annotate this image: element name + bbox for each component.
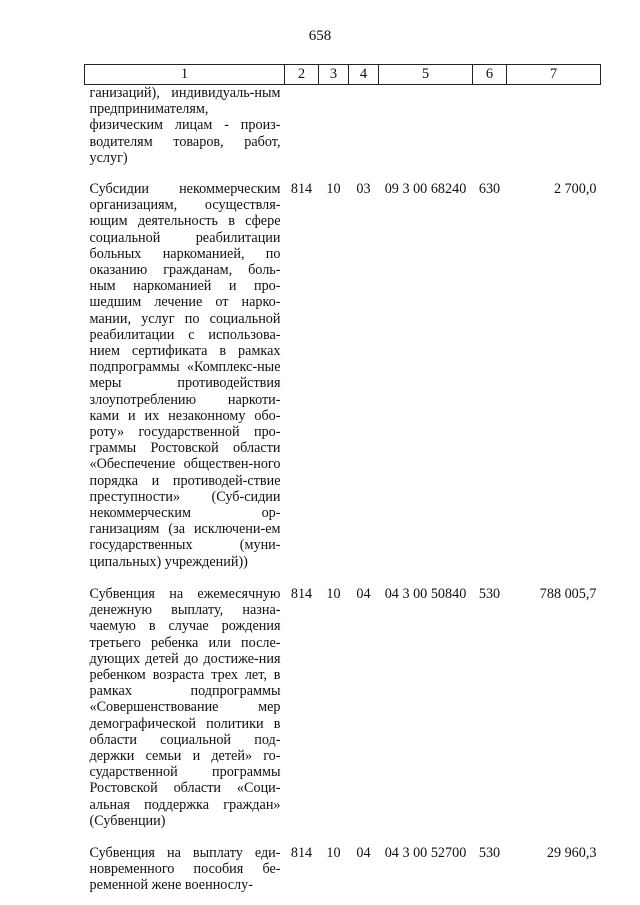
column-header-3: 3	[319, 65, 349, 85]
row-ministry-code: 814	[290, 181, 313, 198]
row-ministry-code: 814	[290, 844, 313, 861]
row-description: ганизаций), индивидуаль-ным предпринимателям, физическим лицам - произ-водителям товаров, работ, услуг)	[89, 85, 281, 166]
row-target-code: 09 3 00 68240	[384, 181, 467, 198]
row-target-code: 04 3 00 52700	[384, 844, 467, 861]
row-ministry-code	[285, 85, 319, 175]
table-row	[85, 838, 601, 903]
column-header-5: 5	[379, 65, 473, 85]
row-expense-type	[473, 85, 507, 175]
row-amount	[507, 85, 601, 175]
row-subsection-code: 03	[356, 181, 371, 198]
row-subsection-code: 04	[356, 844, 371, 861]
column-header-7: 7	[507, 65, 601, 85]
table-row	[85, 174, 601, 579]
row-section-code: 10	[326, 585, 341, 602]
row-subsection-code: 04	[356, 585, 371, 602]
row-description: Субвенция на выплату еди-новременного пособия бе-ременной жене военнослу-	[89, 844, 281, 894]
row-section-code: 10	[326, 181, 341, 198]
column-header-1: 1	[85, 65, 285, 85]
row-amount: 788 005,7	[539, 585, 597, 602]
row-amount: 2 700,0	[553, 181, 597, 198]
row-expense-type: 530	[478, 844, 501, 861]
table-header-row	[85, 65, 601, 85]
column-header-2: 2	[285, 65, 319, 85]
row-amount: 29 960,3	[546, 844, 597, 861]
table-row	[85, 579, 601, 838]
row-target-code	[379, 85, 473, 175]
row-expense-type: 530	[478, 585, 501, 602]
row-expense-type: 630	[478, 181, 501, 198]
row-description: Субсидии некоммерческим организациям, осуществля-ющим деятельность в сфере социальной реабилитации больных наркоманией, по оказанию гражданам, боль-ным наркоманией и про-шедшим лечение от нарко-мании, услуг по социальной реабилитации с использова-нием сертификата в рамках подпрограммы «Комплекс-ные меры противодействия злоупотреблению наркоти-ками и их незаконному обо-роту» государственной про-граммы Ростовской области «Обеспечение обществен-ного порядка и противодей-ствие преступности» (Суб-сидии некоммерческим ор-ганизациям (за исключени-ем государственных (муни-ципальных) учреждений))	[89, 181, 281, 570]
column-header-6: 6	[473, 65, 507, 85]
row-section-code: 10	[326, 844, 341, 861]
row-ministry-code: 814	[290, 585, 313, 602]
page-number: 658	[308, 28, 332, 44]
row-description: Субвенция на ежемесячную денежную выплату, назна-чаемую в случае рождения третьего ребенка или после-дующих детей до достиже-ния ребенком возраста трех лет, в рамках подпрограммы «Совершенствование мер демографической политики в области социальной под-держки семьи и детей» го-сударственной программы Ростовской области «Соци-альная поддержка граждан» (Субвенции)	[89, 585, 281, 829]
row-subsection-code	[349, 85, 379, 175]
row-target-code: 04 3 00 50840	[384, 585, 467, 602]
column-header-4: 4	[349, 65, 379, 85]
budget-table	[84, 64, 601, 903]
row-section-code	[319, 85, 349, 175]
table-row	[85, 85, 601, 175]
